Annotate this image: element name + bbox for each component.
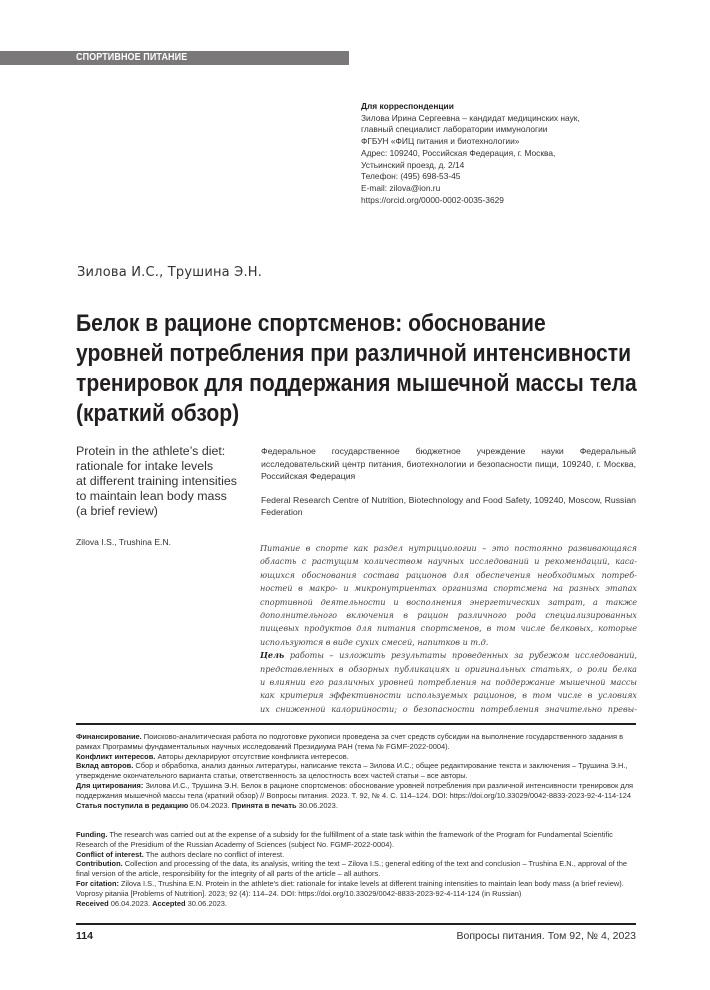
title-en-line: at different training intensities bbox=[76, 474, 237, 488]
correspondence-block bbox=[361, 101, 651, 206]
title-en-line: (a brief review) bbox=[76, 504, 158, 518]
section-label: СПОРТИВНОЕ ПИТАНИЕ bbox=[76, 52, 188, 63]
abstract-line: спортивной деятельности и восполнения энергетических затрат, а также bbox=[260, 596, 637, 607]
note-text: Zilova I.S., Trushina E.N. Protein in the athlete's diet: rationale for intake levels at different training intensities to maintain lean body mass (a brief review). Voprosy pitaniia [Problems of Nutrition]. 2023; 92 (4): 114–24. DOI: https://doi.org/10.33029/0042-8833-2023-92-4-114-124 (in Russian) bbox=[76, 878, 624, 898]
abstract-line: область с растущим количеством научных исследований и рекомендаций, каса- bbox=[260, 556, 637, 567]
note-contribution-ru bbox=[76, 761, 637, 781]
journal-issue: Вопросы питания. Том 92, № 4, 2023 bbox=[456, 930, 636, 942]
abstract-line: используются в виде сухих смесей, напитков и т.д. bbox=[260, 636, 489, 647]
correspondence-heading: Для корреспонденции bbox=[361, 101, 454, 111]
affiliation-en: Federal Research Centre of Nutrition, Biotechnology and Food Safety, 109240, Moscow, Russian Federation bbox=[261, 494, 636, 518]
title-ru-line: Белок в рационе спортсменов: обоснование bbox=[76, 310, 546, 337]
note-funding-en bbox=[76, 830, 637, 850]
abstract-line: ющихся обоснования состава рационов для обеспечения необходимых потреб- bbox=[260, 569, 637, 580]
note-label: Вклад авторов. bbox=[76, 761, 134, 771]
abstract-line: представленных в обзорных публикациях и оригинальных статьях, о роли белка bbox=[260, 663, 637, 674]
abstract-aim-line bbox=[260, 649, 637, 662]
note-text: The authors declare no conflict of interest. bbox=[143, 849, 285, 859]
correspondence-line: Зилова Ирина Сергеевна – кандидат медицинских наук, bbox=[361, 112, 580, 123]
note-contribution-en bbox=[76, 859, 637, 879]
page-number: 114 bbox=[76, 930, 93, 942]
note-text: The research was carried out at the expense of a subsidy for the fulfillment of a state task within the framework of the Program for Fundamental Scientific Research of the Presidium of the Russian Academy of Sciences (subject No. FGMF-2022-0004). bbox=[76, 830, 613, 849]
accepted-label: Accepted bbox=[152, 898, 186, 908]
note-text: Авторы декларируют отсутствие конфликта интересов. bbox=[155, 751, 349, 761]
note-text: Поисково-аналитическая работа по подготовке рукописи проведена за счет средств субсидии на выполнение государственного задания в рамках Программы фундаментальных научных исследований Президиума РАН (тема № FGMF-2022-0004). bbox=[76, 732, 624, 751]
note-text: Сбор и обработка, анализ данных литературы, написание текста – Зилова И.С.; общее редактирование текста и заключения – Трушина Э.Н., утверждение окончательного варианта статьи, ответственность за целостность всех частей статьи – все авторы. bbox=[76, 761, 628, 781]
accepted-date: 30.06.2023. bbox=[296, 800, 338, 810]
correspondence-line: Адрес: 109240, Российская Федерация, г. Москва, bbox=[361, 147, 556, 158]
title-ru-line: тренировок для поддержания мышечной массы тела bbox=[76, 370, 637, 397]
title-en-line: to maintain lean body mass bbox=[76, 489, 227, 503]
note-citation-en bbox=[76, 879, 637, 899]
accepted-label: Принята в печать bbox=[231, 800, 297, 810]
notes-divider bbox=[76, 723, 636, 725]
abstract-line: пищевых продуктов для питания спортсменов, в том числе белковых, которые bbox=[260, 623, 637, 634]
correspondence-line: ФГБУН «ФИЦ питания и биотехнологии» bbox=[361, 136, 520, 147]
correspondence-line: главный специалист лаборатории иммунологии bbox=[361, 124, 548, 135]
abstract-line: как критерия эффективности используемых рационов, в том числе в условиях bbox=[260, 690, 637, 701]
affiliation-block bbox=[261, 445, 636, 519]
abstract-line: дополнительного включения в рацион различного рода специализированных bbox=[260, 610, 637, 621]
note-text: Collection and processing of the data, its analysis, writing the text – Zilova I.S.; general editing of the text and conclusion – Trushina E.N., approval of the final version of the article, responsibility for the integrity of all parts of the article – all authors. bbox=[76, 859, 628, 879]
note-label: Funding. bbox=[76, 830, 108, 839]
article-title-ru bbox=[76, 309, 637, 429]
abstract-line: Питание в спорте как раздел нутрициологии – это постоянно развивающаяся bbox=[260, 543, 637, 553]
note-text: Зилова И.С., Трушина Э.Н. Белок в рационе спортсменов: обоснование уровней потребления при различной интенсивности тренировок для поддержания мышечной массы тела (краткий обзор) // Вопросы питания. 2023. Т. 92, № 4. С. 114–124. DOI: https://doi.org/10.33029/0042-8833-2023-92-4-114-124 bbox=[76, 780, 634, 800]
note-label: Финансирование. bbox=[76, 732, 142, 741]
received-label: Received bbox=[76, 898, 109, 908]
article-title-en bbox=[76, 444, 261, 519]
correspondence-line: Устьинский проезд, д. 2/14 bbox=[361, 159, 465, 170]
section-header-bar bbox=[0, 51, 349, 65]
note-label: Contribution. bbox=[76, 859, 123, 869]
correspondence-email[interactable]: E-mail: zilova@ion.ru bbox=[361, 182, 441, 193]
received-en bbox=[76, 899, 637, 909]
received-date: 06.04.2023. bbox=[188, 800, 232, 810]
abstract-line: их сниженной калорийности; о безопасности потребления значительно превы- bbox=[260, 703, 637, 714]
notes-en bbox=[76, 830, 637, 908]
abstract-aim-label: Цель bbox=[260, 650, 285, 661]
note-label: Конфликт интересов. bbox=[76, 751, 156, 761]
title-en-line: rationale for intake levels bbox=[76, 459, 214, 473]
received-label: Статья поступила в редакцию bbox=[76, 800, 189, 810]
notes-ru bbox=[76, 732, 637, 810]
authors-en: Zilova I.S., Trushina E.N. bbox=[76, 537, 172, 547]
note-citation-ru bbox=[76, 781, 637, 801]
authors-ru: Зилова И.С., Трушина Э.Н. bbox=[77, 265, 263, 280]
note-label: For citation: bbox=[76, 878, 119, 888]
abstract-line: ностей в макро- и микронутриентах организма спортсмена на разных этапах bbox=[260, 583, 637, 594]
title-ru-line: уровней потребления при различной интенсивности bbox=[76, 340, 632, 367]
title-ru-line: (краткий обзор) bbox=[76, 400, 240, 427]
affiliation-ru: Федеральное государственное бюджетное учреждение науки Федеральный исследовательский центр питания, биотехнологии и безопасности пищи, 109240, г. Москва, Российская Федерация bbox=[261, 446, 636, 482]
note-label: Для цитирования: bbox=[76, 780, 144, 790]
note-funding-ru bbox=[76, 732, 637, 752]
note-conflict-ru bbox=[76, 752, 637, 762]
correspondence-orcid-link[interactable]: https://orcid.org/0000-0002-0035-3629 bbox=[361, 194, 504, 205]
received-date: 06.04.2023. bbox=[108, 898, 153, 908]
accepted-date: 30.06.2023. bbox=[185, 898, 227, 908]
abstract-line: и влиянии его различных уровней потребления на поддержание мышечной массы bbox=[260, 677, 637, 688]
title-en-line: Protein in the athlete’s diet: bbox=[76, 444, 226, 458]
abstract-text bbox=[260, 542, 637, 716]
footer-divider bbox=[76, 923, 636, 925]
note-conflict-en bbox=[76, 850, 637, 860]
correspondence-phone: Телефон: (495) 698-53-45 bbox=[361, 171, 461, 182]
note-label: Conflict of interest. bbox=[76, 849, 144, 859]
received-ru bbox=[76, 801, 637, 811]
abstract-aim-text: работы – изложить результаты проведенных за рубежом исследований, bbox=[284, 650, 637, 661]
